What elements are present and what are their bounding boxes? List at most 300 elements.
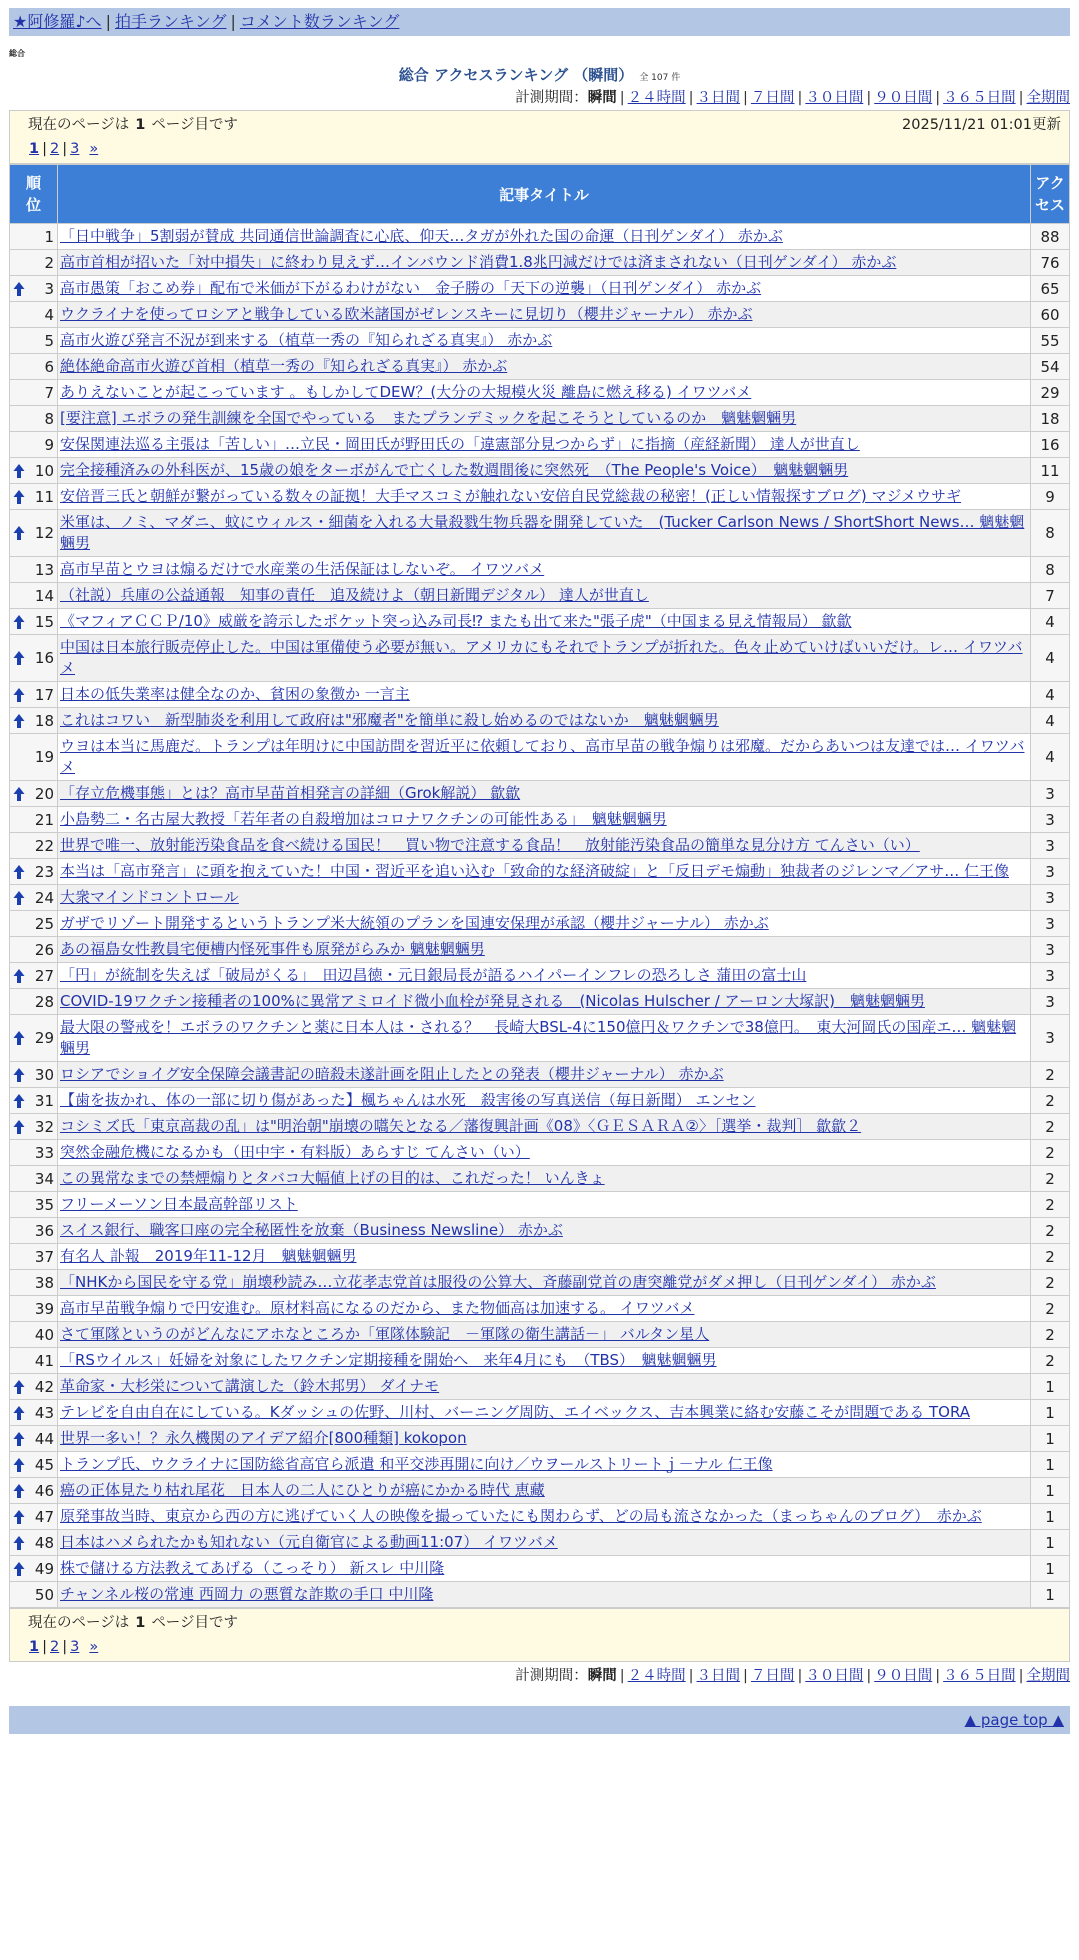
article-title-link[interactable]: 革命家・大杉栄について講演した（鈴木邦男） ダイナモ <box>60 1377 440 1395</box>
pager-links <box>28 137 1061 161</box>
table-row <box>10 276 1070 302</box>
article-title-link[interactable]: 原発事故当時、東京から西の方に逃げていく人の映像を撮っていたにも関わらず、どの局も流さなかった（まっちゃんのブログ） 赤かぶ <box>60 1507 982 1525</box>
access-count: 8 <box>1031 510 1070 557</box>
rank-up-arrow-icon <box>13 786 25 802</box>
rank-number: 26 <box>34 940 54 959</box>
pager-page-link[interactable]: 2 <box>49 1639 60 1655</box>
article-title-link[interactable]: フリーメーソン日本最高幹部リスト <box>60 1195 298 1213</box>
article-title-link[interactable]: ロシアでショイグ安全保障会議書記の暗殺未遂計画を阻止したとの発表（櫻井ジャーナル） 赤かぶ <box>60 1065 724 1083</box>
rank-number: 35 <box>34 1195 54 1214</box>
article-title-link[interactable]: 《マフィアＣＣＰ/10》威厳を誇示したポケット突っ込み司長⁉ またも出て来た"張子虎"（中国まる見え情報局） 歙歙 <box>60 612 852 630</box>
period-option-link[interactable]: ２４時間 <box>627 1668 686 1684</box>
article-title-link[interactable]: ありえないことが起こっています 。もしかしてDEW？(大分の大規模火災 離島に燃え移る) イワツバメ <box>60 383 752 401</box>
rank-number: 50 <box>34 1585 54 1604</box>
table-row <box>10 1504 1070 1530</box>
access-count: 3 <box>1031 911 1070 937</box>
access-count: 1 <box>1031 1504 1070 1530</box>
rank-number: 28 <box>34 992 54 1011</box>
clap-ranking-link[interactable]: 拍手ランキング <box>114 12 227 31</box>
article-title-link[interactable]: 大衆マインドコントロール <box>60 888 239 906</box>
title-cell <box>58 510 1031 557</box>
period-option-link[interactable]: ３日間 <box>696 1668 741 1684</box>
title-cell <box>58 1192 1031 1218</box>
table-row <box>10 380 1070 406</box>
article-title-link[interactable]: 高市愚策「おこめ券」配布で米価が下がるわけがない 金子勝の「天下の逆襲」（日刊ゲンダイ） 赤かぶ <box>60 279 762 297</box>
comment-ranking-link[interactable]: コメント数ランキング <box>239 12 400 31</box>
table-row <box>10 557 1070 583</box>
column-header-access <box>1031 165 1070 224</box>
table-row <box>10 1322 1070 1348</box>
period-option-link[interactable]: ３０日間 <box>805 1668 864 1684</box>
pager-current-link[interactable]: 1 <box>29 141 40 157</box>
access-count: 1 <box>1031 1582 1070 1608</box>
rank-cell <box>10 484 58 510</box>
rank-cell <box>10 1400 58 1426</box>
title-cell <box>58 1015 1031 1062</box>
access-count: 3 <box>1031 963 1070 989</box>
rank-up-arrow-icon <box>13 489 25 505</box>
rank-cell <box>10 276 58 302</box>
article-title-link[interactable]: 中国は日本旅行販売停止した。中国は軍備使う必要が無い。アメリカにもそれでトランプが折れた。色々止めていけばいいだけ。レ… イワツバメ <box>60 638 1023 677</box>
table-row <box>10 682 1070 708</box>
article-title-link[interactable]: 高市早苗戦争煽りで円安進む。原材料高になるのだから、また物価高は加速する。 イワツバメ <box>60 1299 695 1317</box>
rank-cell <box>10 432 58 458</box>
rank-cell <box>10 859 58 885</box>
ranking-table-body <box>10 224 1070 1608</box>
rank-number: 43 <box>34 1403 54 1422</box>
access-count: 76 <box>1031 250 1070 276</box>
article-title-link[interactable]: 高市首相が招いた「対中損失」に終わり見えず…インバウンド消費1.8兆円減だけでは済まされない（日刊ゲンダイ） 赤かぶ <box>60 253 897 271</box>
period-separator: | <box>797 90 803 106</box>
rank-number: 13 <box>34 560 54 579</box>
rank-cell <box>10 1296 58 1322</box>
access-count: 2 <box>1031 1322 1070 1348</box>
access-count: 3 <box>1031 885 1070 911</box>
table-row <box>10 1556 1070 1582</box>
access-count: 4 <box>1031 734 1070 781</box>
title-cell <box>58 1322 1031 1348</box>
access-count: 88 <box>1031 224 1070 250</box>
rank-number: 7 <box>44 383 54 402</box>
access-count: 18 <box>1031 406 1070 432</box>
article-title-link[interactable]: 本当は「高市発言」に頭を抱えていた！中国・習近平を追い込む「致命的な経済破綻」と「反日デモ煽動」独裁者のジレンマ／アサ… 仁王像 <box>60 862 1010 880</box>
table-row <box>10 781 1070 807</box>
rank-number: 47 <box>34 1507 54 1526</box>
rank-up-arrow-icon <box>13 1093 25 1109</box>
rank-number: 22 <box>34 836 54 855</box>
title-cell <box>58 380 1031 406</box>
period-separator: | <box>619 90 625 106</box>
title-cell <box>58 328 1031 354</box>
article-title-link[interactable]: （社説）兵庫の公益通報 知事の責任 追及続けよ（朝日新聞デジタル） 達人が世直し <box>60 586 649 604</box>
pager-separator: | <box>42 1639 47 1655</box>
title-cell <box>58 1504 1031 1530</box>
table-row <box>10 1218 1070 1244</box>
article-title-link[interactable]: 癌の正体見たり枯れ尾花 日本人の二人にひとりが癌にかかる時代 恵藏 <box>60 1481 545 1499</box>
title-cell <box>58 807 1031 833</box>
title-cell <box>58 1218 1031 1244</box>
table-row <box>10 963 1070 989</box>
table-row <box>10 250 1070 276</box>
period-option-link[interactable]: ３６５日間 <box>943 90 1016 106</box>
access-count: 11 <box>1031 458 1070 484</box>
access-count: 1 <box>1031 1556 1070 1582</box>
title-cell <box>58 911 1031 937</box>
table-row <box>10 302 1070 328</box>
period-option-link[interactable]: ３０日間 <box>805 90 864 106</box>
rank-number: 24 <box>34 888 54 907</box>
rank-up-arrow-icon <box>13 1119 25 1135</box>
rank-number: 38 <box>34 1273 54 1292</box>
access-count: 3 <box>1031 989 1070 1015</box>
table-row <box>10 1452 1070 1478</box>
article-title-link[interactable]: あの福島女性教員宅便槽内怪死事件も原発がらみか 魑魅魍魎男 <box>60 940 485 958</box>
access-count: 1 <box>1031 1452 1070 1478</box>
table-row <box>10 1192 1070 1218</box>
article-title-link[interactable]: 完全接種済みの外科医が、15歳の娘をターボがんで亡くした数週間後に突然死 （The People's Voice） 魑魅魍魎男 <box>60 461 849 479</box>
access-count: 2 <box>1031 1296 1070 1322</box>
table-row <box>10 1244 1070 1270</box>
rank-cell <box>10 807 58 833</box>
period-separator: | <box>866 90 872 106</box>
access-count: 2 <box>1031 1062 1070 1088</box>
title-cell <box>58 1296 1031 1322</box>
rank-number: 16 <box>34 649 54 667</box>
title-cell <box>58 885 1031 911</box>
period-separator: | <box>743 90 748 106</box>
period-option-link[interactable]: ３日間 <box>696 90 741 106</box>
article-title-link[interactable]: スイス銀行、職客口座の完全秘匿性を放棄（Business Newsline） 赤かぶ <box>60 1221 563 1239</box>
table-row <box>10 989 1070 1015</box>
rank-cell <box>10 1374 58 1400</box>
pager-page-link[interactable]: 3 <box>70 1639 80 1655</box>
rank-up-arrow-icon <box>13 1457 25 1473</box>
title-cell <box>58 484 1031 510</box>
pager-current-link[interactable]: 1 <box>29 1639 40 1655</box>
rank-up-arrow-icon <box>13 463 25 479</box>
title-cell <box>58 1452 1031 1478</box>
table-row <box>10 1114 1070 1140</box>
article-title-link[interactable]: 世界一多い！？永久機関のアイデア紹介[800種類] kokopon <box>60 1429 467 1447</box>
rank-cell <box>10 1114 58 1140</box>
title-cell <box>58 557 1031 583</box>
rank-up-arrow-icon <box>13 1405 25 1421</box>
period-option-link[interactable]: ９０日間 <box>874 1668 933 1684</box>
rank-up-arrow-icon <box>13 1030 25 1046</box>
article-title-link[interactable]: [要注意] エボラの発生訓練を全国でやっている またプランデミックを起こそうとしているのか 魑魅魍魎男 <box>60 409 797 427</box>
period-current: 瞬間 <box>587 90 617 106</box>
title-cell <box>58 989 1031 1015</box>
access-count: 1 <box>1031 1426 1070 1452</box>
article-title-link[interactable]: 日本の低失業率は健全なのか、貧困の象徴か 一言主 <box>60 685 410 703</box>
period-separator: | <box>743 1668 748 1684</box>
article-title-link[interactable]: 「日中戦争」5割弱が賛成 共同通信世論調査に心底、仰天…タガが外れた国の命運（日刊ゲンダイ） 赤かぶ <box>60 227 783 245</box>
access-count: 4 <box>1031 682 1070 708</box>
article-title-link[interactable]: これはコワい 新型肺炎を利用して政府は"邪魔者"を簡単に殺し始めるのではないか 魑魅魍魎男 <box>60 711 719 729</box>
article-title-link[interactable]: 「存立危機事態」とは？高市早苗首相発言の詳細（Grok解説） 歙歙 <box>60 784 521 802</box>
rank-number: 48 <box>34 1533 54 1552</box>
rank-cell <box>10 1244 58 1270</box>
rank-up-arrow-icon <box>13 687 25 703</box>
rank-number: 42 <box>34 1377 54 1396</box>
rank-up-arrow-icon <box>13 1067 25 1083</box>
article-title-link[interactable]: COVID-19ワクチン接種者の100%に異常アミロイド微小血栓が発見される (Nicolas Hulscher / アーロン大塚訳) 魑魅魍魎男 <box>60 992 925 1010</box>
title-cell <box>58 276 1031 302</box>
table-row <box>10 1062 1070 1088</box>
table-row <box>10 833 1070 859</box>
access-count: 3 <box>1031 833 1070 859</box>
article-title-link[interactable]: 「NHKから国民を守る党」崩壊秒読み…立花孝志党首は服役の公算大、斉藤副党首の唐突離党がダメ押し（日刊ゲンダイ） 赤かぶ <box>60 1273 936 1291</box>
article-title-link[interactable]: 高市火遊び発言不況が到来する（植草一秀の『知られざる真実』） 赤かぶ <box>60 331 553 349</box>
title-cell <box>58 302 1031 328</box>
table-row <box>10 224 1070 250</box>
title-cell <box>58 963 1031 989</box>
updated-timestamp: 2025/11/21 01:01更新 <box>902 117 1061 133</box>
rank-up-arrow-icon <box>13 281 25 297</box>
rank-cell <box>10 911 58 937</box>
pager-page-link[interactable]: 3 <box>70 141 80 157</box>
rank-cell <box>10 250 58 276</box>
title-cell <box>58 458 1031 484</box>
table-row <box>10 859 1070 885</box>
rank-header-label: 順位 <box>25 174 41 214</box>
article-title-link[interactable]: ウクライナを使ってロシアと戦争している欧米諸国がゼレンスキーに見切り（櫻井ジャーナル） 赤かぶ <box>60 305 753 323</box>
footer-bar <box>9 1706 1070 1734</box>
title-cell <box>58 432 1031 458</box>
title-cell <box>58 1088 1031 1114</box>
pager-next-link[interactable]: » <box>89 141 99 157</box>
page-top-link[interactable]: ▲ page top ▲ <box>964 1711 1064 1729</box>
article-title-link[interactable]: テレビを自由自在にしている。Kダッシュの佐野、川村、バーニング周防、エイベックス、吉本興業に絡む安藤こそが問題である TORA <box>60 1403 971 1421</box>
table-row <box>10 807 1070 833</box>
rank-cell <box>10 937 58 963</box>
column-header-rank <box>10 165 58 224</box>
table-row <box>10 458 1070 484</box>
rank-cell <box>10 328 58 354</box>
access-count: 2 <box>1031 1244 1070 1270</box>
title-cell <box>58 937 1031 963</box>
rank-number: 15 <box>34 612 54 631</box>
rank-cell <box>10 833 58 859</box>
rank-number: 29 <box>34 1029 54 1047</box>
table-row <box>10 510 1070 557</box>
rank-number: 33 <box>34 1143 54 1162</box>
period-option-link[interactable]: 全期間 <box>1026 90 1070 106</box>
period-label: 計測期間： <box>515 1668 588 1684</box>
rank-up-arrow-icon <box>13 864 25 880</box>
access-count: 54 <box>1031 354 1070 380</box>
period-separator: | <box>935 1668 941 1684</box>
period-option-link[interactable]: ９０日間 <box>874 90 933 106</box>
access-count: 2 <box>1031 1166 1070 1192</box>
rank-cell <box>10 1348 58 1374</box>
title-cell <box>58 1478 1031 1504</box>
title-cell <box>58 1582 1031 1608</box>
title-cell <box>58 1140 1031 1166</box>
article-title-link[interactable]: 小島勢二・名古屋大教授「若年者の自殺増加はコロナワクチンの可能性ある」 魑魅魍魎男 <box>60 810 667 828</box>
article-title-link[interactable]: 突然金融危機になるかも（田中宇・有料版）あらすじ てんさい（い） <box>60 1143 530 1161</box>
access-count: 3 <box>1031 937 1070 963</box>
article-title-link[interactable]: 最大限の警戒を！エボラのワクチンと薬に日本人は・される？ 長崎大BSL-4に150億円＆ワクチンで38億円。 東大河岡氏の国産エ… 魑魅魍魎男 <box>60 1018 1017 1057</box>
rank-number: 31 <box>34 1091 54 1110</box>
access-count: 2 <box>1031 1192 1070 1218</box>
table-row <box>10 1478 1070 1504</box>
rank-cell <box>10 458 58 484</box>
rank-number: 6 <box>44 357 54 376</box>
rank-number: 11 <box>34 487 54 506</box>
pager-page-link[interactable]: 2 <box>49 141 60 157</box>
rank-cell <box>10 708 58 734</box>
rank-cell <box>10 1088 58 1114</box>
article-title-link[interactable]: ガザでリゾート開発するというトランプ米大統領のプランを国連安保理が承認（櫻井ジャーナル） 赤かぶ <box>60 914 769 932</box>
access-count: 2 <box>1031 1140 1070 1166</box>
rank-number: 1 <box>44 227 54 246</box>
access-count: 2 <box>1031 1348 1070 1374</box>
rank-cell <box>10 1166 58 1192</box>
rank-cell <box>10 781 58 807</box>
access-count: 16 <box>1031 432 1070 458</box>
period-option-link[interactable]: ７日間 <box>750 90 795 106</box>
rank-cell <box>10 510 58 557</box>
access-count: 3 <box>1031 807 1070 833</box>
rank-number: 2 <box>44 253 54 272</box>
rank-cell <box>10 1504 58 1530</box>
title-cell <box>58 609 1031 635</box>
rank-cell <box>10 1530 58 1556</box>
table-row <box>10 328 1070 354</box>
article-title-link[interactable]: ウヨは本当に馬鹿だ。トランプは年明けに中国訪問を習近平に依頼しており、高市早苗の戦争煽りは邪魔。だからあいつは友達では… イワツバメ <box>60 737 1025 776</box>
title-cell <box>58 1348 1031 1374</box>
rank-up-arrow-icon <box>13 968 25 984</box>
pager-current-page: 1 <box>135 1615 146 1631</box>
period-option-link[interactable]: ２４時間 <box>627 90 686 106</box>
article-title-link[interactable]: 安倍晋三氏と朝鮮が繋がっている数々の証拠！大手マスコミが触れない安倍自民党総裁の秘密！(正しい情報探すブログ) マジメウサギ <box>60 487 962 505</box>
rank-cell <box>10 963 58 989</box>
column-header-title: 記事タイトル <box>58 165 1031 224</box>
rank-up-arrow-icon <box>13 614 25 630</box>
article-title-link[interactable]: 世界で唯一、放射能汚染食品を食べ続ける国民！ 買い物で注意する食品！ 放射能汚染食品の簡単な見分け方 てんさい（い） <box>60 836 920 854</box>
article-title-link[interactable]: 【歯を抜かれ、体の一部に切り傷があった】楓ちゃんは水死 殺害後の写真送信（毎日新聞） エンセン <box>60 1091 756 1109</box>
period-separator: | <box>688 90 694 106</box>
rank-cell <box>10 885 58 911</box>
period-option-link[interactable]: 全期間 <box>1026 1668 1070 1684</box>
table-row <box>10 708 1070 734</box>
rank-up-arrow-icon <box>13 650 25 666</box>
title-cell <box>58 708 1031 734</box>
rank-number: 9 <box>44 435 54 454</box>
article-title-link[interactable]: 安保関連法巡る主張は「苦しい」…立民・岡田氏が野田氏の「違憲部分見つからず」に指摘（産経新聞） 達人が世直し <box>60 435 860 453</box>
rank-up-arrow-icon <box>13 1379 25 1395</box>
rank-number: 19 <box>34 748 54 766</box>
title-cell <box>58 1244 1031 1270</box>
article-title-link[interactable]: さて軍隊というのがどんなにアホなところか「軍隊体験記 －軍隊の衛生講話－」 バルタン星人 <box>60 1325 710 1343</box>
period-separator: | <box>688 1668 694 1684</box>
rank-cell <box>10 1452 58 1478</box>
article-title-link[interactable]: 絶体絶命高市火遊び首相（植草一秀の『知られざる真実』） 赤かぶ <box>60 357 508 375</box>
total-count: 全 107 件 <box>639 73 681 83</box>
access-count: 8 <box>1031 557 1070 583</box>
access-count: 4 <box>1031 635 1070 682</box>
article-title-link[interactable]: 「RSウイルス」妊婦を対象にしたワクチン定期接種を開始へ 来年4月にも （TBS） 魑魅魍魎男 <box>60 1351 717 1369</box>
period-separator: | <box>797 1668 803 1684</box>
pager-separator: | <box>42 141 47 157</box>
rank-number: 37 <box>34 1247 54 1266</box>
article-title-link[interactable]: 高市早苗とウヨは煽るだけで水産業の生活保証はしないぞ。 イワツバメ <box>60 560 545 578</box>
access-header-label: アクセス <box>1035 174 1066 214</box>
page-title: 総合 アクセスランキング （瞬間） <box>398 66 634 84</box>
article-title-link[interactable]: 株で儲ける方法教えてあげる（こっそり） 新スレ 中川隆 <box>60 1559 445 1577</box>
title-cell <box>58 859 1031 885</box>
rank-number: 3 <box>44 279 54 298</box>
rank-up-arrow-icon <box>13 525 25 541</box>
title-cell <box>58 583 1031 609</box>
rank-up-arrow-icon <box>13 1483 25 1499</box>
period-separator: | <box>1018 1668 1024 1684</box>
table-row <box>10 1530 1070 1556</box>
article-title-link[interactable]: 米軍は、ノミ、マダニ、蚊にウィルス・細菌を入れる大量殺戮生物兵器を開発していた (Tucker Carlson News / ShortShort News… 魑魅魍魎男 <box>60 513 1025 552</box>
article-title-link[interactable]: トランプ氏、ウクライナに国防総省高官ら派遣 和平交渉再開に向け／ウヲールストリートｊ－ナル 仁王像 <box>60 1455 773 1473</box>
pager-next-link[interactable]: » <box>89 1639 99 1655</box>
rank-number: 14 <box>34 586 54 605</box>
rank-cell <box>10 1015 58 1062</box>
rank-up-arrow-icon <box>13 713 25 729</box>
pager-status-pre: 現在のページは <box>28 1615 130 1631</box>
rank-number: 46 <box>34 1481 54 1500</box>
article-title-link[interactable]: 有名人 訃報 2019年11-12月 魑魅魍魎男 <box>60 1247 357 1265</box>
table-row <box>10 937 1070 963</box>
table-row <box>10 1582 1070 1608</box>
access-count: 1 <box>1031 1478 1070 1504</box>
access-count: 3 <box>1031 859 1070 885</box>
rank-cell <box>10 635 58 682</box>
ranking-table <box>9 164 1070 1608</box>
rank-number: 45 <box>34 1455 54 1474</box>
table-row <box>10 609 1070 635</box>
table-header-row <box>10 165 1070 224</box>
access-count: 2 <box>1031 1218 1070 1244</box>
rank-up-arrow-icon <box>13 1561 25 1577</box>
rank-number: 30 <box>34 1065 54 1084</box>
rank-cell <box>10 406 58 432</box>
period-separator: | <box>866 1668 872 1684</box>
rank-number: 27 <box>34 966 54 985</box>
rank-number: 40 <box>34 1325 54 1344</box>
period-current: 瞬間 <box>587 1668 617 1684</box>
article-title-link[interactable]: 日本はハメられたかも知れない（元自衛官による動画11:07） イワツバメ <box>60 1533 558 1551</box>
article-title-link[interactable]: コシミズ氏「東京高裁の乱」は"明治朝"崩壊の嚆矢となる／藩復興計画《08》〈ＧＥＳＡＲＡ②〉［選挙・裁判］ 歙歙２ <box>60 1117 862 1135</box>
rank-cell <box>10 734 58 781</box>
home-link[interactable]: ★阿修羅♪へ <box>13 12 102 31</box>
article-title-link[interactable]: 「円」が統制を失えば「破局がくる」 田辺昌徳・元日銀局長が語るハイパーインフレの恐ろしさ 蒲田の富士山 <box>60 966 807 984</box>
table-row <box>10 1270 1070 1296</box>
rank-number: 39 <box>34 1299 54 1318</box>
title-cell <box>58 682 1031 708</box>
title-cell <box>58 1426 1031 1452</box>
period-option-link[interactable]: ３６５日間 <box>943 1668 1016 1684</box>
rank-number: 41 <box>34 1351 54 1370</box>
article-title-link[interactable]: この異常なまでの禁煙煽りとタバコ大幅値上げの目的は、これだった！ いんきょ <box>60 1169 605 1187</box>
table-row <box>10 1400 1070 1426</box>
article-title-link[interactable]: チャンネル桜の常連 西岡力 の悪質な詐欺の手口 中川隆 <box>60 1585 434 1603</box>
table-row <box>10 1088 1070 1114</box>
title-cell <box>58 635 1031 682</box>
title-cell <box>58 833 1031 859</box>
rank-cell <box>10 1556 58 1582</box>
period-option-link[interactable]: ７日間 <box>750 1668 795 1684</box>
nav-separator: | <box>105 12 111 31</box>
rank-number: 23 <box>34 862 54 881</box>
access-count: 7 <box>1031 583 1070 609</box>
